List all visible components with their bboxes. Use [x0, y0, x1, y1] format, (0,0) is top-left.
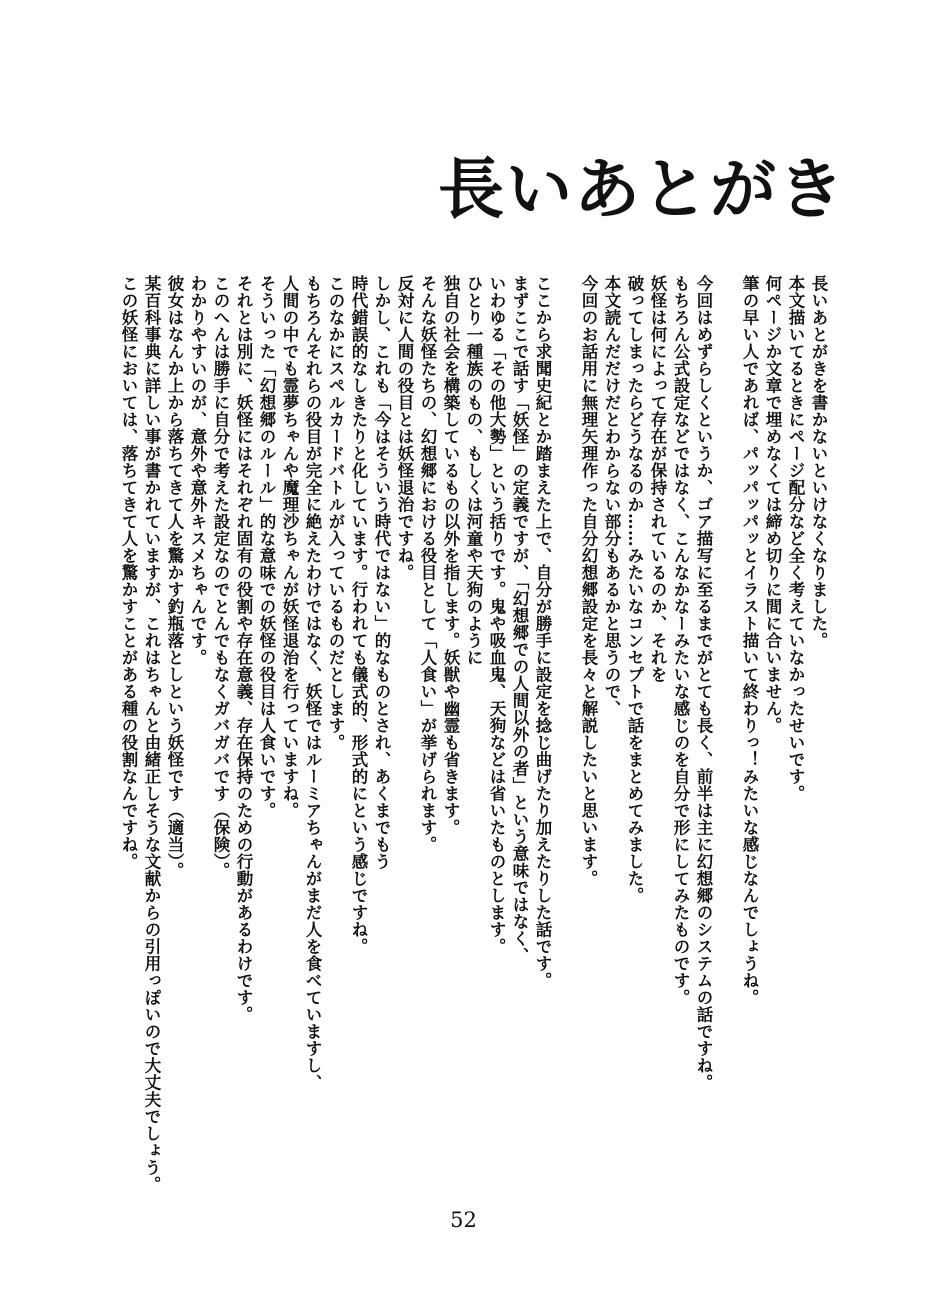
page-number: 52	[450, 1208, 477, 1232]
text-line: それとは別に、妖怪にはそれぞれ固有の役割や存在意義、存在保持のための行動があるわけです。	[234, 275, 253, 1023]
text-line: そういった「幻想郷のルール」的な意味での妖怪の役目は人食いです。	[257, 275, 276, 819]
body-text	[95, 275, 830, 1195]
text-line: 筆の早い人であれば、パッパッパッとイラスト描いて終わりっ！みたいな感じなんでしょうね。	[740, 275, 759, 1006]
text-line: このへんは勝手に自分で考えた設定なのでとんでもなくガバガバです（保険）。	[211, 275, 230, 879]
text-line: 破ってしまったらどうなるのか……みたいなコンセプトで話をまとめてみました。	[625, 275, 644, 904]
paragraph-setting	[117, 275, 554, 1195]
text-line: 今回のお話用に無理矢理作った自分幻想郷設定を長々と解説したいと思います。	[579, 275, 598, 887]
text-line: もちろんそれらの役目が完全に絶えたわけではなく、妖怪ではルーミアちゃんがまだ人を食べていますし、	[303, 275, 322, 1091]
text-line: 彼女はなんか上から落ちてきて人を驚かす釣瓶落としという妖怪です（適当）。	[165, 275, 184, 879]
text-line: 某百科事典に詳しい事が書かれていますが、これはちゃんと由緒正しそうな文献からの引用っぽいので大丈夫でしょう。	[142, 275, 161, 1193]
text-line: この妖怪においては、落ちてきて人を驚かすことがある種の役割なんですね。	[119, 275, 138, 870]
text-line: 何ページか文章で埋めなくては締め切りに間に合いません。	[763, 275, 782, 734]
page-title: 長いあとがき	[438, 151, 846, 228]
text-line: 長いあとがきを書かないといけなくなりました。	[809, 275, 828, 649]
text-line: ひとり一種族のもの、もしくは河童や天狗のように	[464, 275, 483, 666]
paragraph-concept	[577, 275, 715, 1195]
text-line: しかし、これも「今はそういう時代ではない」的なものとされ、あくまでもう	[372, 275, 391, 870]
text-line: 妖怪は何によって存在が保持されているのか、それを	[648, 275, 667, 683]
text-line: このなかにスペルカードバトルが入っているものだとします。	[326, 275, 345, 751]
paragraph-intro	[738, 275, 830, 1195]
text-line: わかりやすいのが、意外や意外キスメちゃんです。	[188, 275, 207, 666]
text-line: もちろん公式設定などではなく、こんなかなーみたいな感じのを自分で形にしてみたものです。	[671, 275, 690, 1006]
paragraph-gap	[715, 275, 738, 1195]
text-line: そんな妖怪たちの、幻想郷における役目として「人食い」が挙げられます。	[418, 275, 437, 853]
text-line: 今回はめずらしくというか、ゴア描写に至るまでがとても長く、前半は主に幻想郷のシステムの話ですね。	[694, 275, 713, 1091]
paragraph-gap	[554, 275, 577, 1195]
text-line: 本文描いてるときにページ配分など全く考えていなかったせいです。	[786, 275, 805, 802]
text-line: 反対に人間の役目とは妖怪退治ですね。	[395, 275, 414, 581]
text-line: いわゆる「その他大勢」という括りです。鬼や吸血鬼、天狗などは省いたものとします。	[487, 275, 506, 955]
text-line: 独自の社会を構築しているもの以外を指します。妖獣や幽霊も省きます。	[441, 275, 460, 836]
text-line: 時代錯誤的なしきたりと化しています。行われても儀式的、形式的にという感じですね。	[349, 275, 368, 955]
text-line: 本文読んだだけだとわからない部分もあるかと思うので、	[602, 275, 621, 717]
text-line: 人間の中でも霊夢ちゃんや魔理沙ちゃんが妖怪退治を行っていますね。	[280, 275, 299, 819]
text-line: ここから求聞史紀とか踏まえた上で、自分が勝手に設定を捻じ曲げたり加えたりした話です。	[533, 275, 552, 989]
text-line: まずここで話す「妖怪」の定義ですが、「幻想郷での人間以外の者」という意味ではなく、	[510, 275, 529, 964]
